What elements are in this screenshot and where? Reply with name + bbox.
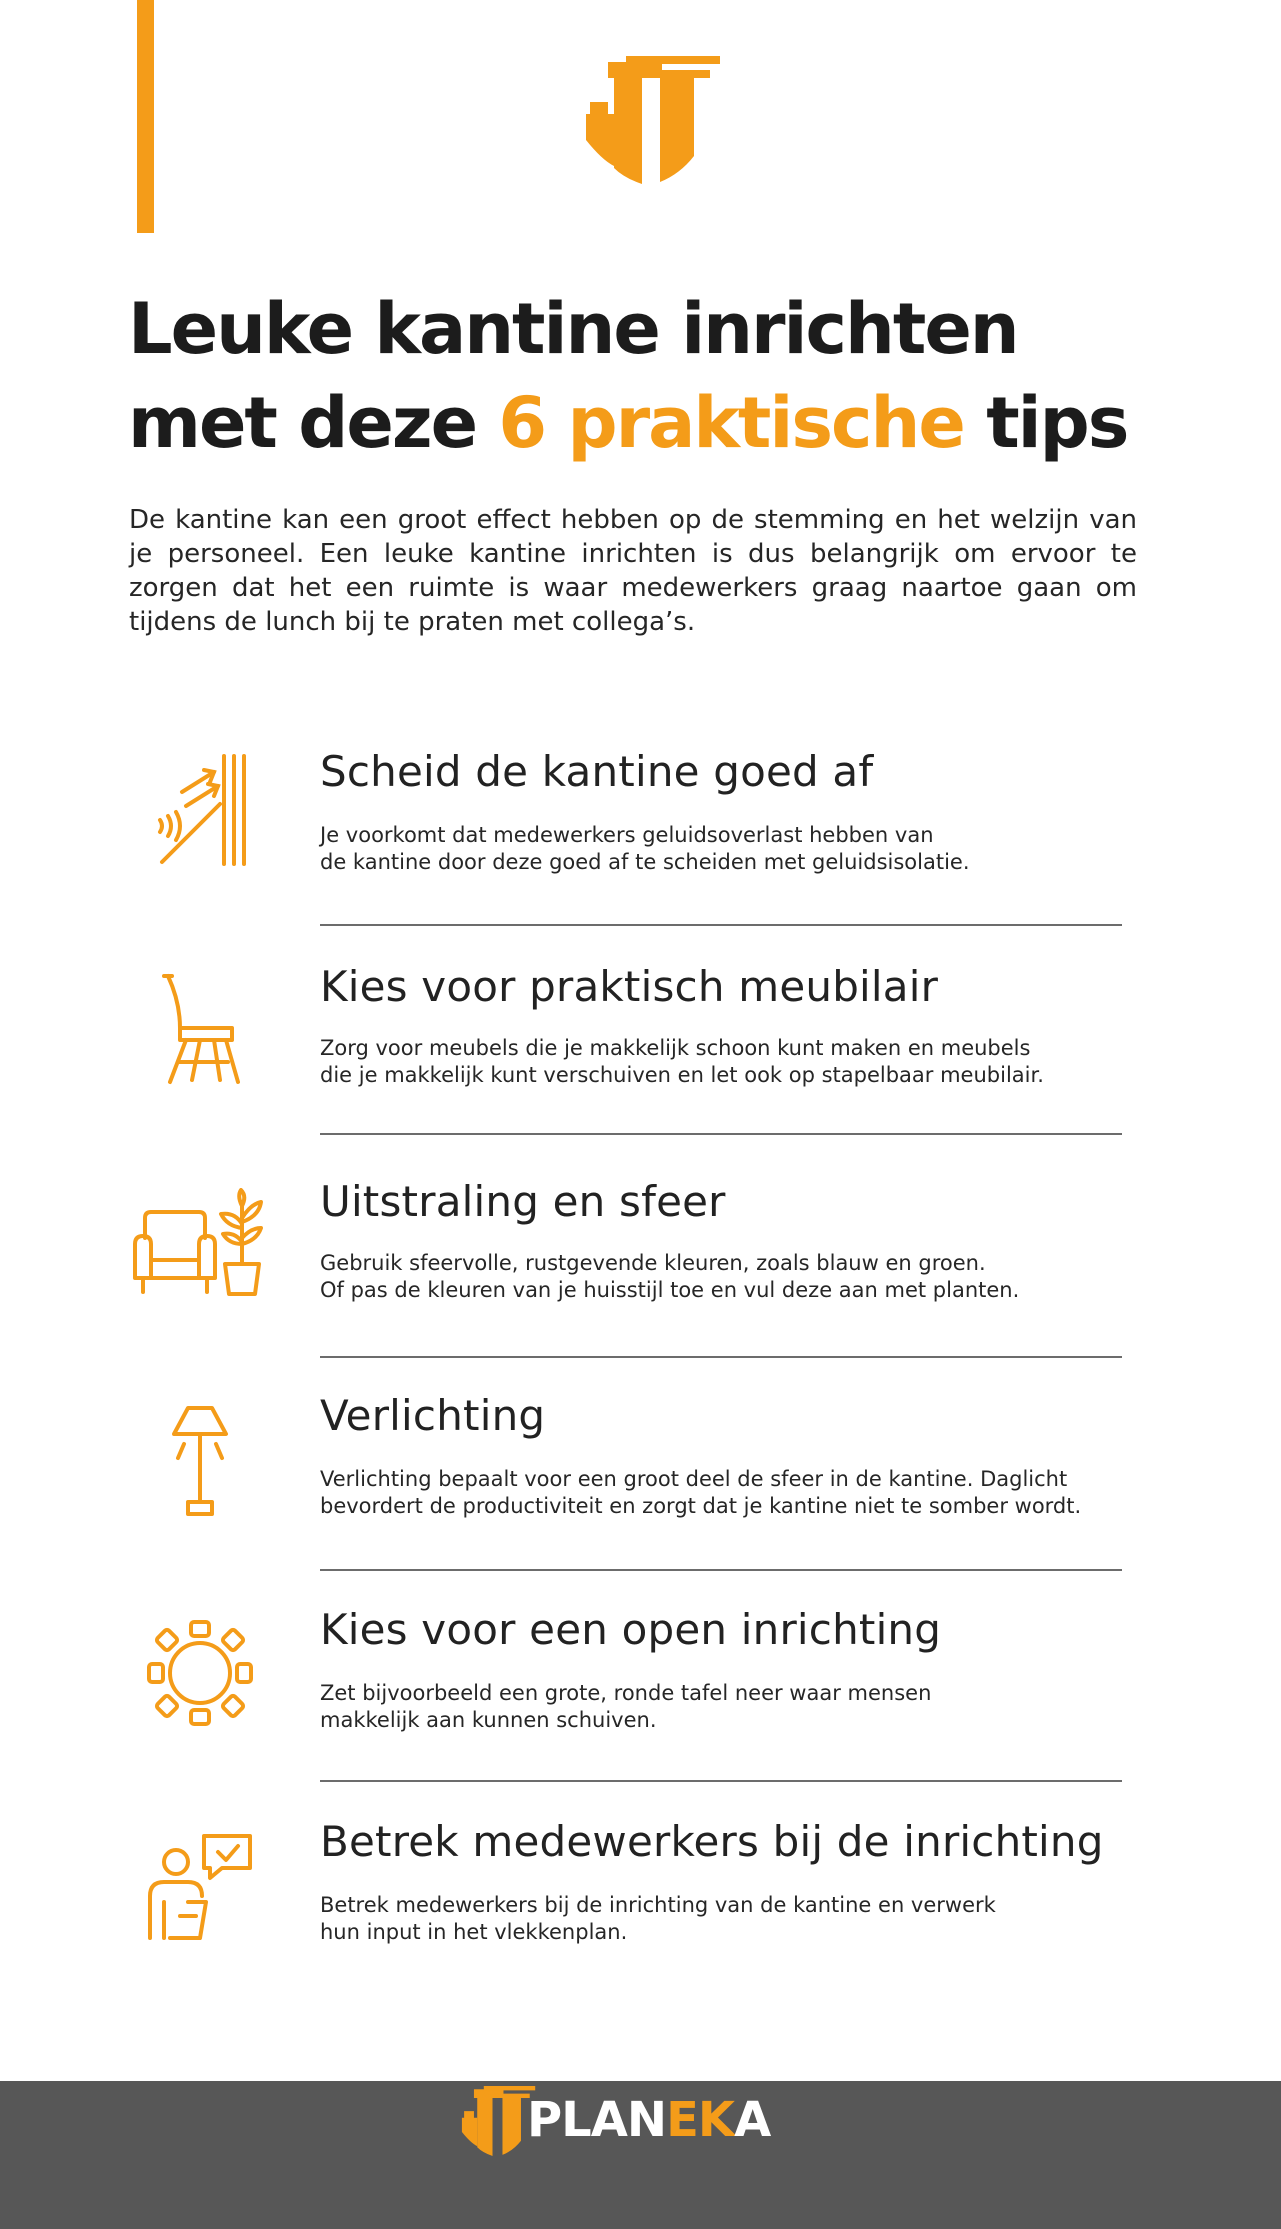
tip-line: de kantine door deze goed af te scheiden met geluidsisolatie. <box>320 850 970 874</box>
tip-line: hun input in het vlekkenplan. <box>320 1920 628 1944</box>
intro-paragraph: De kantine kan een groot effect hebben op de stemming en het welzijn van je personeel. Een leuke kantine inrichten is dus belangrijk om ervoor te zorgen dat het een ruimte is waar medewerkers graag naartoe gaan om tijdens de lunch bij te praten met collega’s. <box>129 505 1137 637</box>
tip-line: die je makkelijk kunt verschuiven en let ook op stapelbaar meubilair. <box>320 1063 1044 1087</box>
tip-title: Verlichting <box>320 1391 546 1440</box>
planeka-logo-icon <box>447 2086 537 2156</box>
chair-icon <box>160 972 240 1086</box>
page-title <box>128 282 1208 470</box>
title-highlight: 6 praktische <box>498 382 964 464</box>
title-line-1: Leuke kantine inrichten <box>128 288 1018 370</box>
round-table-icon <box>145 1618 255 1728</box>
accent-bar <box>137 0 154 233</box>
title-line2-start: met deze <box>128 382 499 464</box>
tip-description <box>320 1680 1160 1734</box>
brand-part-1: PLAN <box>527 2092 667 2148</box>
tip-title: Kies voor praktisch meubilair <box>320 962 939 1011</box>
employee-feedback-icon <box>144 1832 256 1944</box>
tip-title: Scheid de kantine goed af <box>320 747 874 796</box>
tip-title: Betrek medewerkers bij de inrichting <box>320 1817 1104 1866</box>
brand-wordmark <box>527 2090 770 2150</box>
brand-part-3: A <box>734 2092 771 2148</box>
sound-insulation-wall-icon <box>152 752 252 868</box>
divider <box>320 1780 1122 1782</box>
divider <box>320 1133 1122 1135</box>
brand-part-2: EK <box>666 2092 735 2148</box>
tip-line: Je voorkomt dat medewerkers geluidsoverlast hebben van <box>320 823 934 847</box>
divider <box>320 1356 1122 1358</box>
tip-description <box>320 1250 1160 1304</box>
tip-line: Gebruik sfeervolle, rustgevende kleuren, zoals blauw en groen. <box>320 1251 986 1275</box>
tip-description <box>320 1466 1160 1520</box>
title-line2-end: tips <box>963 382 1128 464</box>
title-line-2 <box>128 376 1208 470</box>
tip-line: Of pas de kleuren van je huisstijl toe en vul deze aan met planten. <box>320 1278 1020 1302</box>
tip-description <box>320 1035 1160 1089</box>
tip-description <box>320 1892 1160 1946</box>
tip-line: Verlichting bepaalt voor een groot deel de sfeer in de kantine. Daglicht <box>320 1467 1068 1491</box>
tip-title: Uitstraling en sfeer <box>320 1177 726 1226</box>
floor-lamp-icon <box>168 1404 232 1516</box>
tip-line: Zorg voor meubels die je makkelijk schoon kunt maken en meubels <box>320 1036 1031 1060</box>
tip-line: Zet bijvoorbeeld een grote, ronde tafel neer waar mensen <box>320 1681 932 1705</box>
tip-line: bevordert de productiviteit en zorgt dat je kantine niet te somber wordt. <box>320 1494 1082 1518</box>
tip-line: makkelijk aan kunnen schuiven. <box>320 1708 657 1732</box>
tip-line: Betrek medewerkers bij de inrichting van de kantine en verwerk <box>320 1893 996 1917</box>
divider <box>320 924 1122 926</box>
planeka-logo-icon <box>562 56 720 184</box>
tip-description <box>320 822 1160 876</box>
tip-title: Kies voor een open inrichting <box>320 1605 942 1654</box>
divider <box>320 1569 1122 1571</box>
armchair-plant-icon <box>131 1188 267 1300</box>
